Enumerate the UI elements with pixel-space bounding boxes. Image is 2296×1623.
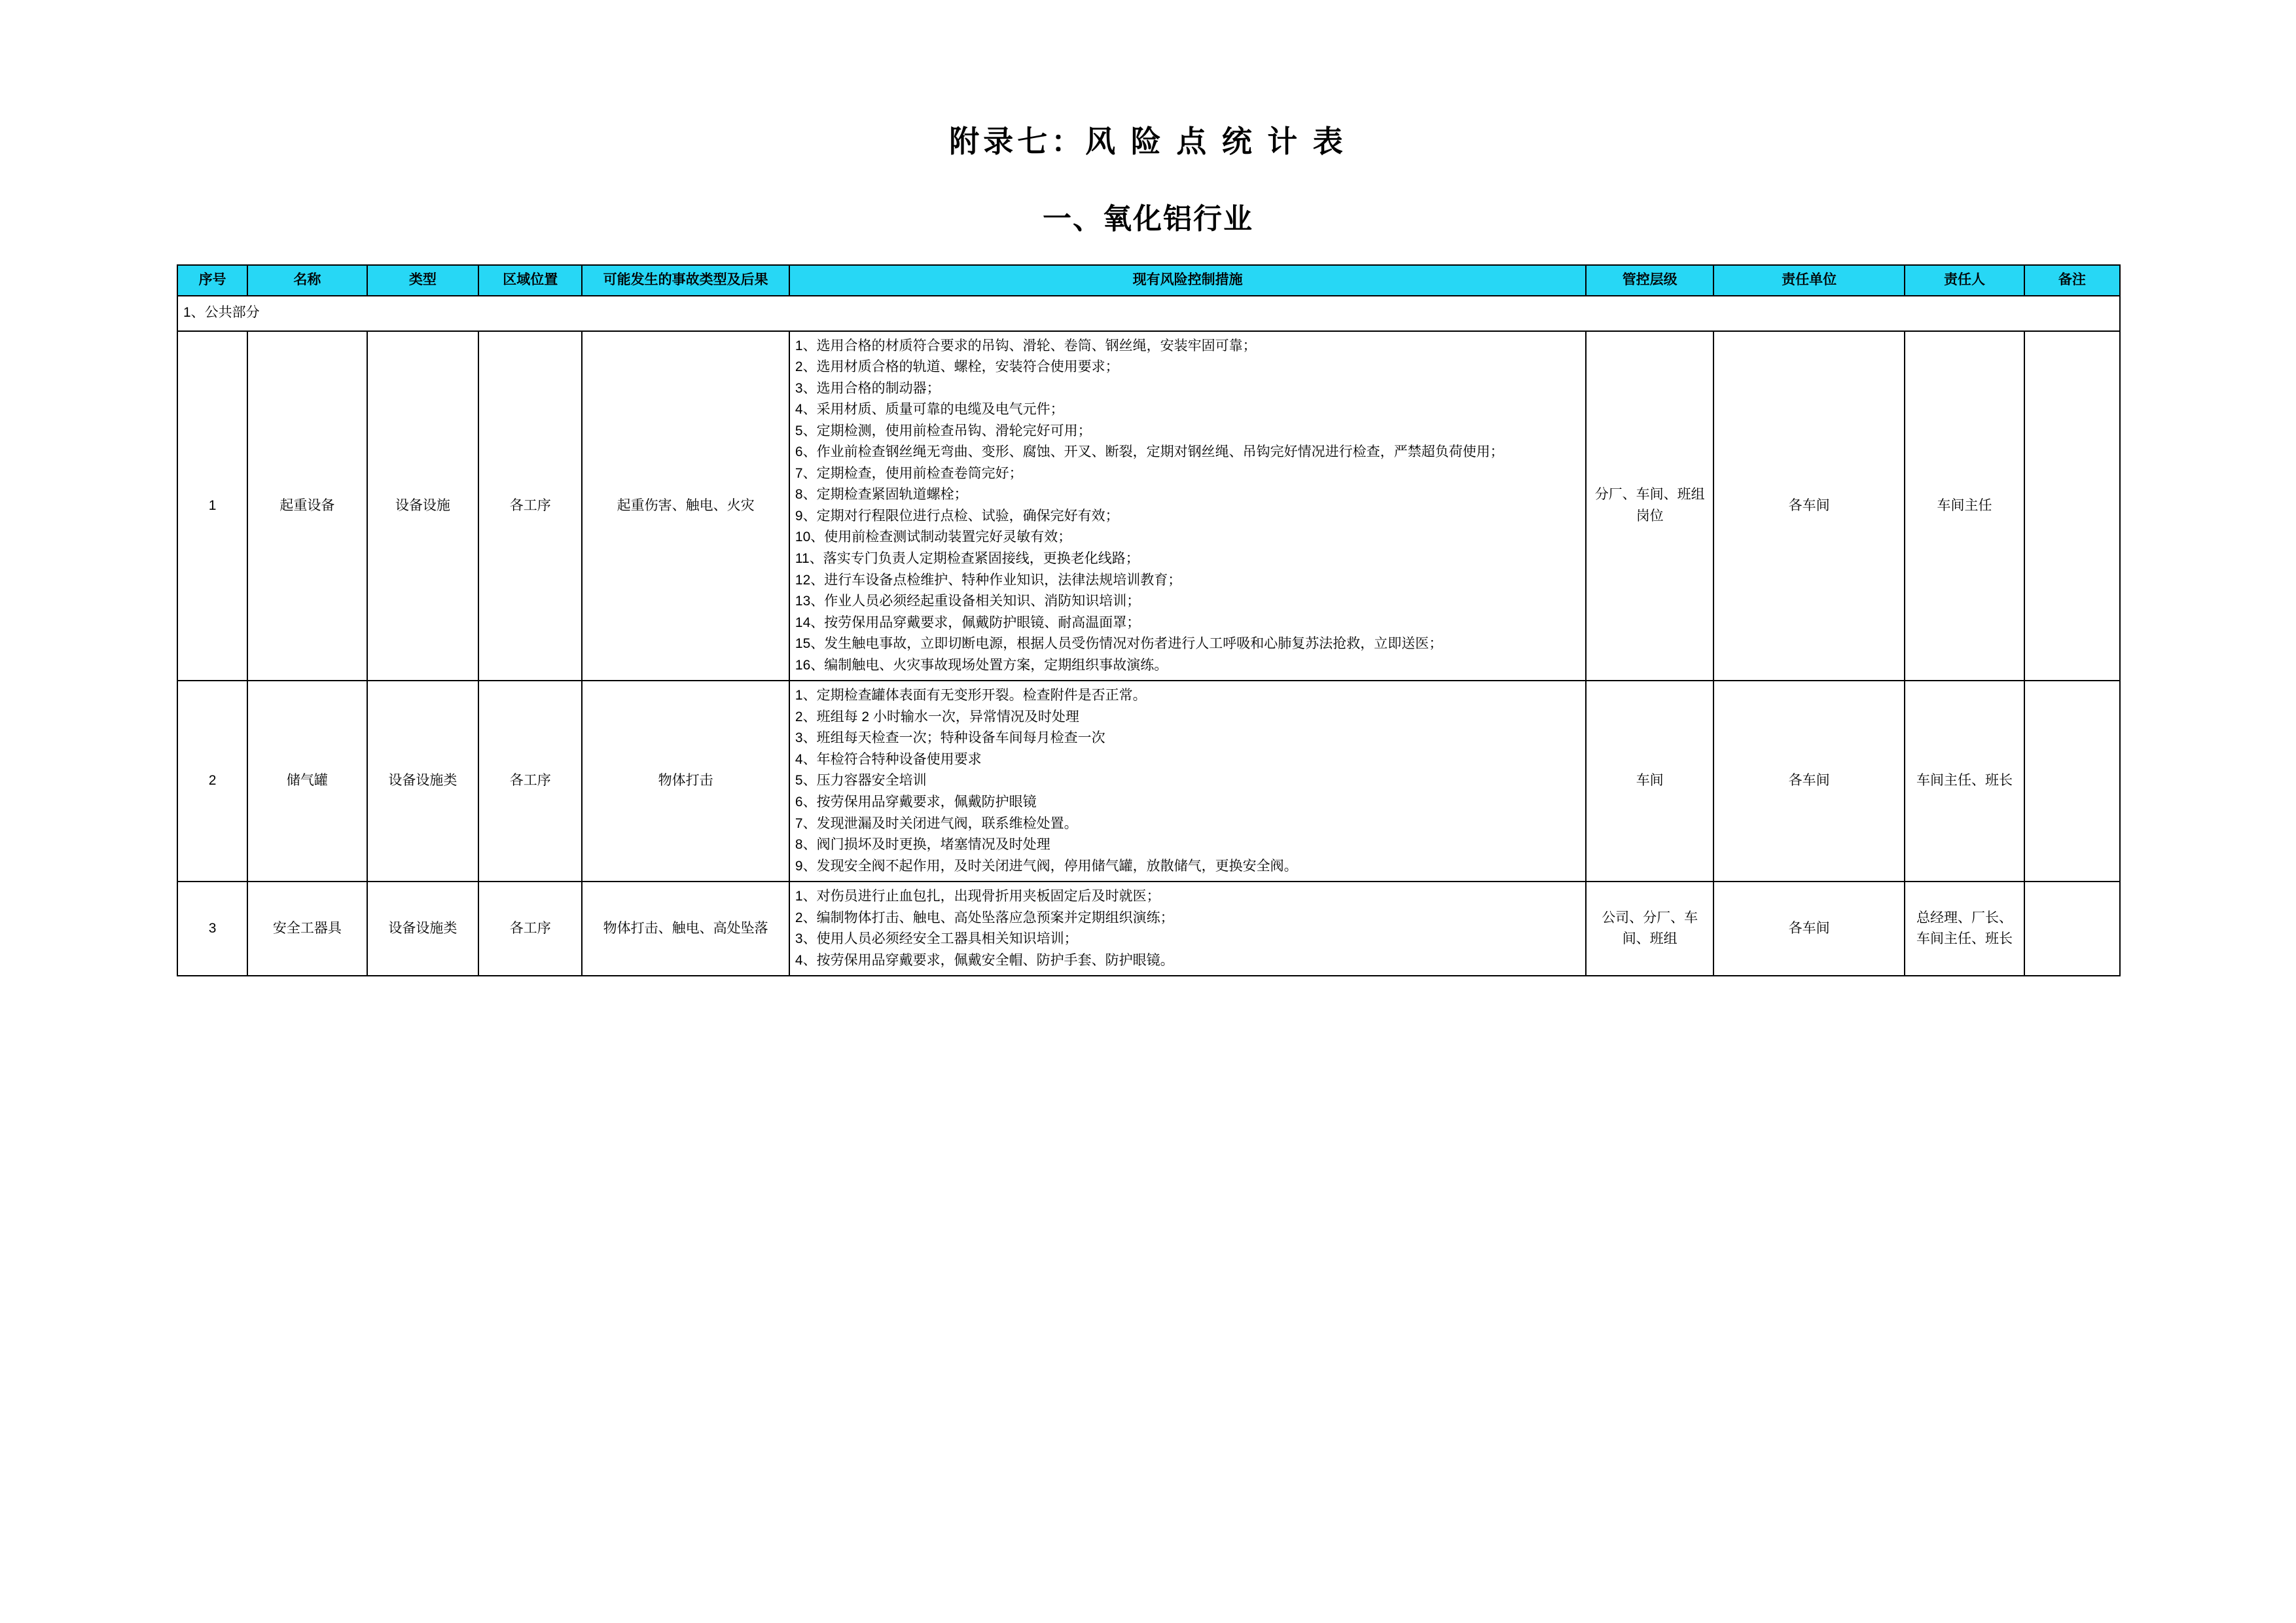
measure-line: 4、采用材质、质量可靠的电缆及电气元件；	[795, 402, 1064, 418]
page-title: 附录七：风 险 点 统 计 表	[949, 125, 1347, 158]
cell-person: 总经理、厂长、车间主任、班长	[1905, 882, 2024, 976]
measure-line: 4、按劳保用品穿戴要求，佩戴安全帽、防护手套、防护眼镜。	[795, 952, 1174, 968]
measure-line: 12、进行车设备点检维护、特种作业知识，法律法规培训教育；	[795, 572, 1182, 588]
measure-line: 6、按劳保用品穿戴要求，佩戴防护眼镜	[795, 794, 1037, 810]
measure-line: 14、按劳保用品穿戴要求，佩戴防护眼镜、耐高温面罩；	[795, 615, 1141, 630]
measure-line: 7、定期检查，使用前检查卷筒完好；	[795, 465, 1023, 481]
measure-line: 8、定期检查紧固轨道螺栓；	[795, 487, 968, 503]
cell-unit: 各车间	[1713, 681, 1905, 882]
cell-remark	[2024, 882, 2120, 976]
section-row	[177, 296, 2120, 331]
measure-line: 7、发现泄漏及时关闭进气阀，联系维检处置。	[795, 815, 1078, 831]
cell-measures	[789, 882, 1586, 976]
measure-line: 2、班组每 2 小时输水一次，异常情况及时处理	[795, 709, 1079, 724]
measure-line: 6、作业前检查钢丝绳无弯曲、变形、腐蚀、开叉、断裂，定期对钢丝绳、吊钩完好情况进行检查，严禁超负荷使用；	[795, 444, 1504, 460]
cell-name: 储气罐	[247, 681, 367, 882]
cell-accident: 起重伤害、触电、火灾	[582, 331, 789, 681]
column-header-no: 序号	[177, 265, 247, 296]
cell-name: 起重设备	[247, 331, 367, 681]
table-header	[177, 265, 2120, 296]
measure-line: 4、年检符合特种设备使用要求	[795, 751, 982, 767]
measure-line: 5、定期检测，使用前检查吊钩、滑轮完好可用；	[795, 423, 1092, 438]
cell-no: 2	[177, 681, 247, 882]
column-header-unit: 责任单位	[1713, 265, 1905, 296]
column-header-remark: 备注	[2024, 265, 2120, 296]
cell-level: 车间	[1586, 681, 1713, 882]
measure-line: 9、定期对行程限位进行点检、试验，确保完好有效；	[795, 508, 1119, 524]
cell-name: 安全工器具	[247, 882, 367, 976]
column-header-person: 责任人	[1905, 265, 2024, 296]
cell-area: 各工序	[478, 331, 582, 681]
cell-person: 车间主任、班长	[1905, 681, 2024, 882]
cell-area: 各工序	[478, 681, 582, 882]
cell-remark	[2024, 331, 2120, 681]
measure-line: 2、编制物体打击、触电、高处坠落应急预案并定期组织演练；	[795, 910, 1174, 925]
measure-line: 10、使用前检查测试制动装置完好灵敏有效；	[795, 529, 1072, 545]
measure-line: 9、发现安全阀不起作用，及时关闭进气阀，停用储气罐，放散储气，更换安全阀。	[795, 858, 1298, 874]
cell-remark	[2024, 681, 2120, 882]
column-header-area: 区域位置	[478, 265, 582, 296]
measure-line: 3、班组每天检查一次；特种设备车间每月检查一次	[795, 730, 1105, 746]
measure-line: 15、发生触电事故，立即切断电源，根据人员受伤情况对伤者进行人工呼吸和心肺复苏法抢救，立即送医；	[795, 636, 1443, 652]
table-row	[177, 331, 2120, 681]
cell-type: 设备设施	[367, 331, 478, 681]
cell-unit: 各车间	[1713, 882, 1905, 976]
cell-accident: 物体打击	[582, 681, 789, 882]
cell-unit: 各车间	[1713, 331, 1905, 681]
column-header-type: 类型	[367, 265, 478, 296]
cell-area: 各工序	[478, 882, 582, 976]
cell-no: 3	[177, 882, 247, 976]
measure-line: 8、阀门损坏及时更换，堵塞情况及时处理	[795, 837, 1050, 853]
column-header-level: 管控层级	[1586, 265, 1713, 296]
measure-line: 16、编制触电、火灾事故现场处置方案，定期组织事故演练。	[795, 657, 1168, 673]
measure-line: 13、作业人员必须经起重设备相关知识、消防知识培训；	[795, 594, 1141, 609]
column-header-name: 名称	[247, 265, 367, 296]
column-header-accident: 可能发生的事故类型及后果	[582, 265, 789, 296]
table-row	[177, 882, 2120, 976]
cell-type: 设备设施类	[367, 681, 478, 882]
measure-line: 1、选用合格的材质符合要求的吊钩、滑轮、卷筒、钢丝绳，安装牢固可靠；	[795, 338, 1257, 353]
column-header-measures: 现有风险控制措施	[789, 265, 1586, 296]
cell-accident: 物体打击、触电、高处坠落	[582, 882, 789, 976]
page-subtitle: 一、氧化铝行业	[1043, 203, 1253, 235]
cell-measures	[789, 681, 1586, 882]
measure-line: 3、选用合格的制动器；	[795, 380, 941, 396]
measure-line: 5、压力容器安全培训	[795, 773, 927, 789]
cell-level: 分厂、车间、班组岗位	[1586, 331, 1713, 681]
table-header-row	[177, 265, 2120, 296]
cell-no: 1	[177, 331, 247, 681]
cell-level: 公司、分厂、车间、班组	[1586, 882, 1713, 976]
table-row	[177, 681, 2120, 882]
measure-line: 11、落实专门负责人定期检查紧固接线，更换老化线路；	[795, 551, 1139, 567]
measure-line: 2、选用材质合格的轨道、螺栓，安装符合使用要求；	[795, 359, 1119, 375]
table-body	[177, 296, 2120, 976]
risk-point-table	[177, 264, 2121, 976]
cell-person: 车间主任	[1905, 331, 2024, 681]
cell-type: 设备设施类	[367, 882, 478, 976]
cell-measures	[789, 331, 1586, 681]
measure-line: 1、对伤员进行止血包扎，出现骨折用夹板固定后及时就医；	[795, 889, 1160, 904]
section-label: 1、公共部分	[177, 296, 2120, 331]
measure-line: 1、定期检查罐体表面有无变形开裂。检查附件是否正常。	[795, 688, 1147, 704]
measure-line: 3、使用人员必须经安全工器具相关知识培训；	[795, 931, 1078, 947]
